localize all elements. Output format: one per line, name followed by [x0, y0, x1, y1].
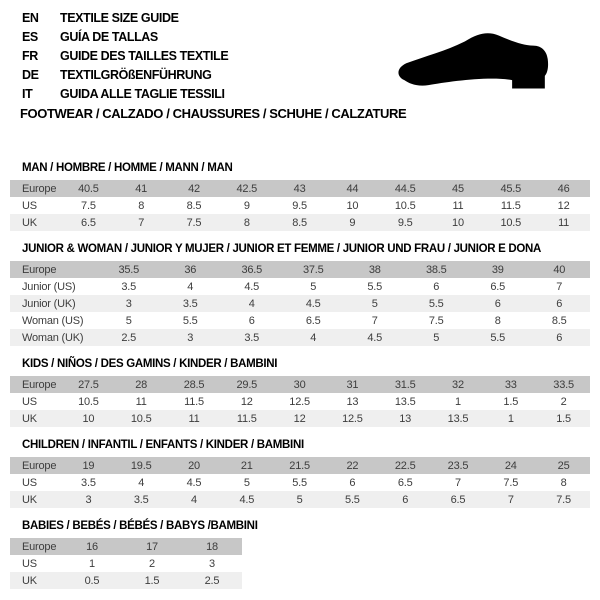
- table-row: [10, 491, 590, 508]
- size-cell: 4: [191, 493, 197, 506]
- size-cell: 9: [243, 199, 250, 212]
- table-row: [10, 474, 590, 491]
- size-table-section: [10, 439, 590, 508]
- tables: [10, 162, 590, 600]
- size-cell: 4.5: [244, 280, 260, 293]
- row-label: Europe: [22, 263, 57, 276]
- size-cell: 4: [187, 280, 194, 293]
- size-cell: 7: [556, 280, 563, 293]
- size-cell: 6.5: [397, 476, 413, 489]
- size-cell: 3.5: [81, 476, 96, 489]
- size-cell: 4.5: [239, 493, 255, 506]
- size-cell: 45.5: [500, 182, 522, 195]
- size-cell: 11.5: [236, 412, 257, 425]
- size-cell: 5: [243, 476, 250, 489]
- size-cell: 6: [248, 314, 255, 327]
- size-cell: 8.5: [551, 314, 567, 327]
- size-cell: 42: [188, 182, 200, 195]
- size-cell: 28: [135, 378, 148, 391]
- table-row: [10, 538, 242, 555]
- table-row: [10, 555, 242, 572]
- size-cell: 2.5: [121, 331, 137, 344]
- size-cell: 17: [146, 540, 158, 553]
- size-cell: 7.5: [556, 493, 571, 506]
- size-cell: 10: [346, 199, 359, 212]
- row-label: Junior (UK): [22, 297, 76, 310]
- row-label: UK: [22, 412, 37, 425]
- table-row: [10, 572, 242, 589]
- size-cell: 3: [209, 557, 215, 570]
- size-cell: 19.5: [130, 459, 152, 472]
- size-cell: 6: [556, 331, 563, 344]
- size-cell: 40.5: [78, 182, 99, 195]
- size-cell: 11.5: [184, 395, 204, 408]
- table-title: MAN / HOMBRE / HOMME / MANN / MAN: [22, 162, 233, 174]
- table-row: [10, 197, 590, 214]
- row-label: UK: [22, 493, 37, 506]
- size-cell: 3: [187, 331, 194, 344]
- size-cell: 3.5: [244, 331, 260, 344]
- shoe-icon: [388, 22, 566, 107]
- language-row: [22, 28, 228, 47]
- size-cell: 11.5: [500, 199, 521, 212]
- size-cell: 6.5: [305, 314, 321, 327]
- size-cell: 33.5: [553, 378, 574, 391]
- size-cell: 1: [455, 395, 461, 408]
- size-cell: 4.5: [305, 297, 321, 310]
- size-cell: 7.5: [186, 216, 202, 229]
- size-cell: 5.5: [182, 314, 198, 327]
- language-row: [22, 9, 228, 28]
- table-row: [10, 295, 590, 312]
- size-cell: 1.5: [144, 574, 160, 587]
- size-cell: 3.5: [121, 280, 137, 293]
- size-cell: 5.5: [490, 331, 506, 344]
- table-title: BABIES / BEBÉS / BÉBÉS / BABYS /BAMBINI: [22, 520, 258, 532]
- size-cell: 41: [135, 182, 148, 195]
- size-cell: 8.5: [292, 216, 307, 229]
- size-cell: 12.5: [342, 412, 363, 425]
- size-cell: 5.5: [428, 297, 444, 310]
- language-code: FR: [22, 49, 38, 63]
- size-table: [10, 457, 590, 508]
- table-row: [10, 457, 590, 474]
- size-cell: 11: [188, 412, 200, 425]
- size-cell: 1.5: [556, 412, 571, 425]
- size-cell: 21: [240, 459, 253, 472]
- size-cell: 10.5: [500, 216, 522, 229]
- size-cell: 6: [556, 297, 563, 310]
- row-label: US: [22, 557, 37, 570]
- size-cell: 3.5: [133, 493, 149, 506]
- table-title: JUNIOR & WOMAN / JUNIOR Y MUJER / JUNIOR ET FEMME / JUNIOR UND FRAU / JUNIOR E DONA: [22, 243, 542, 255]
- row-label: UK: [22, 574, 37, 587]
- size-cell: 10.5: [394, 199, 416, 212]
- category-title: FOOTWEAR / CALZADO / CHAUSSURES / SCHUHE / CALZATURE: [20, 106, 407, 121]
- size-cell: 9.5: [292, 199, 307, 212]
- size-cell: 38.5: [425, 263, 447, 276]
- size-cell: 4: [310, 331, 317, 344]
- size-cell: 13: [346, 395, 359, 408]
- language-label: TEXTILGRÖßENFÜHRUNG: [60, 68, 212, 82]
- size-cell: 31.5: [394, 378, 416, 391]
- size-cell: 9.5: [397, 216, 413, 229]
- size-cell: 20: [188, 459, 200, 472]
- size-cell: 6.5: [450, 493, 466, 506]
- language-row: [22, 47, 228, 66]
- size-cell: 0.5: [84, 574, 100, 587]
- size-cell: 44.5: [394, 182, 416, 195]
- language-label: GUÍA DE TALLAS: [60, 30, 158, 44]
- size-cell: 7.5: [503, 476, 519, 489]
- size-table: [10, 538, 242, 589]
- language-label: GUIDE DES TAILLES TEXTILE: [60, 49, 229, 63]
- size-cell: 4.5: [367, 331, 383, 344]
- language-code: EN: [22, 11, 39, 25]
- size-cell: 10.5: [78, 395, 99, 408]
- size-cell: 12: [240, 395, 253, 408]
- language-row: [22, 66, 228, 85]
- row-label: US: [22, 199, 37, 212]
- size-cell: 40: [553, 263, 566, 276]
- size-cell: 28.5: [183, 378, 205, 391]
- size-cell: 29.5: [236, 378, 258, 391]
- table-row: [10, 261, 590, 278]
- language-title-block: [22, 9, 228, 104]
- language-code: IT: [22, 87, 33, 101]
- row-label: Europe: [22, 459, 57, 472]
- table-row: [10, 312, 590, 329]
- size-cell: 8: [494, 314, 501, 327]
- size-cell: 6.5: [81, 216, 96, 229]
- size-cell: 6: [402, 493, 409, 506]
- size-cell: 27.5: [78, 378, 99, 391]
- size-cell: 23.5: [447, 459, 469, 472]
- size-cell: 9: [349, 216, 356, 229]
- size-cell: 5.5: [367, 280, 383, 293]
- row-label: US: [22, 395, 37, 408]
- size-cell: 3: [85, 493, 92, 506]
- size-cell: 3.5: [182, 297, 198, 310]
- size-cell: 11: [558, 216, 570, 229]
- size-cell: 6.5: [490, 280, 506, 293]
- size-cell: 5.5: [345, 493, 360, 506]
- language-label: GUIDA ALLE TAGLIE TESSILI: [60, 87, 225, 101]
- size-table-section: [10, 243, 590, 346]
- size-cell: 8: [560, 476, 567, 489]
- table-row: [10, 180, 590, 197]
- size-cell: 10.5: [130, 412, 152, 425]
- row-label: Woman (UK): [22, 331, 84, 344]
- size-cell: 7.5: [81, 199, 96, 212]
- size-cell: 5.5: [292, 476, 307, 489]
- size-cell: 6: [494, 297, 501, 310]
- size-cell: 19: [82, 459, 95, 472]
- size-cell: 44: [346, 182, 359, 195]
- size-cell: 7: [507, 493, 514, 506]
- size-table-section: [10, 520, 590, 589]
- size-cell: 1: [89, 557, 95, 570]
- size-cell: 36.5: [241, 263, 263, 276]
- size-table: [10, 261, 590, 346]
- size-cell: 21.5: [289, 459, 310, 472]
- size-cell: 43: [293, 182, 306, 195]
- size-cell: 22.5: [394, 459, 416, 472]
- table-title: KIDS / NIÑOS / DES GAMINS / KINDER / BAMBINI: [22, 358, 278, 370]
- size-cell: 5: [310, 280, 317, 293]
- size-cell: 24: [504, 459, 517, 472]
- size-cell: 12: [557, 199, 570, 212]
- table-row: [10, 410, 590, 427]
- language-code: ES: [22, 30, 38, 44]
- size-cell: 7: [371, 314, 378, 327]
- size-cell: 10: [452, 216, 464, 229]
- size-table: [10, 376, 590, 427]
- table-row: [10, 329, 590, 346]
- size-cell: 2.5: [204, 574, 220, 587]
- size-cell: 12.5: [289, 395, 310, 408]
- size-cell: 22: [346, 459, 359, 472]
- size-cell: 46: [557, 182, 570, 195]
- size-cell: 8: [138, 199, 145, 212]
- size-cell: 36: [184, 263, 197, 276]
- size-cell: 2: [560, 395, 567, 408]
- size-cell: 7.5: [428, 314, 444, 327]
- size-cell: 37.5: [302, 263, 324, 276]
- size-cell: 39: [491, 263, 504, 276]
- size-cell: 11: [452, 199, 464, 212]
- size-cell: 18: [206, 540, 218, 553]
- size-cell: 12: [293, 412, 306, 425]
- size-cell: 35.5: [118, 263, 140, 276]
- size-cell: 31: [346, 378, 359, 391]
- size-cell: 5: [296, 493, 303, 506]
- size-cell: 6: [349, 476, 356, 489]
- size-cell: 32: [452, 378, 464, 391]
- size-table-section: [10, 162, 590, 231]
- table-row: [10, 393, 590, 410]
- language-label: TEXTILE SIZE GUIDE: [60, 11, 179, 25]
- size-cell: 13: [399, 412, 412, 425]
- size-cell: 11: [135, 395, 147, 408]
- row-label: UK: [22, 216, 37, 229]
- table-row: [10, 278, 590, 295]
- size-cell: 33: [504, 378, 517, 391]
- language-row: [22, 85, 228, 104]
- table-row: [10, 376, 590, 393]
- row-label: Woman (US): [22, 314, 84, 327]
- row-label: Junior (US): [22, 280, 76, 293]
- size-cell: 1: [507, 412, 514, 425]
- size-cell: 5: [371, 297, 378, 310]
- size-cell: 6: [433, 280, 440, 293]
- size-cell: 8: [243, 216, 250, 229]
- size-cell: 3: [125, 297, 132, 310]
- size-cell: 4: [138, 476, 145, 489]
- size-cell: 38: [368, 263, 381, 276]
- size-cell: 5: [125, 314, 132, 327]
- size-cell: 45: [452, 182, 464, 195]
- size-cell: 10: [82, 412, 95, 425]
- size-cell: 42.5: [236, 182, 258, 195]
- size-cell: 8.5: [186, 199, 202, 212]
- size-cell: 5: [433, 331, 440, 344]
- size-cell: 30: [293, 378, 306, 391]
- size-cell: 7: [138, 216, 145, 229]
- row-label: US: [22, 476, 37, 489]
- size-table: [10, 180, 590, 231]
- row-label: Europe: [22, 540, 57, 553]
- size-cell: 7: [455, 476, 461, 489]
- row-label: Europe: [22, 378, 57, 391]
- size-cell: 25: [557, 459, 570, 472]
- size-cell: 13.5: [447, 412, 469, 425]
- size-cell: 4: [248, 297, 255, 310]
- size-cell: 2: [149, 557, 155, 570]
- table-row: [10, 214, 590, 231]
- size-cell: 1.5: [503, 395, 519, 408]
- size-cell: 13.5: [394, 395, 416, 408]
- language-code: DE: [22, 68, 39, 82]
- row-label: Europe: [22, 182, 57, 195]
- table-title: CHILDREN / INFANTIL / ENFANTS / KINDER / BAMBINI: [22, 439, 304, 451]
- size-table-section: [10, 358, 590, 427]
- size-cell: 16: [86, 540, 98, 553]
- size-cell: 4.5: [186, 476, 202, 489]
